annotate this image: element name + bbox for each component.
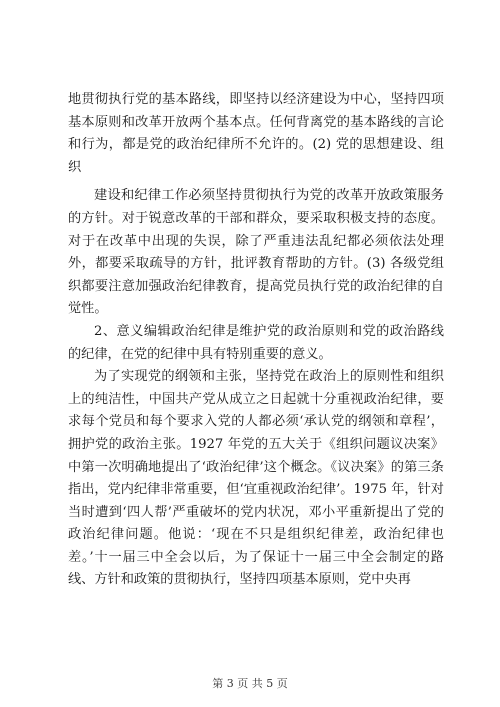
- body-text: [68, 89, 444, 592]
- paragraph-4: 为了实现党的纲领和主张，坚持党在政治上的原则性和组织上的纯洁性，中国共产党从成立之日起就十分重视政治纪律，要求每个党员和每个要求入党的人都必须‘承认党的纲领和章程’，拥护党的政治主张。1927 年党的五大关于《组织问题议决案》中第一次明确地提出了‘政治纪律’这个概念。《议决案》的第三条指出，党内纪律非常重要，但‘宜重视政治纪律’。1975 年，针对当时遭到‘四人帮’严重破坏的党内状况，邓小平重新提出了党的政治纪律问题。他说：‘现在不只是组织纪律差，政治纪律也差。’十一届三中全会以后，为了保证十一届三中全会制定的路线、方针和政策的贯彻执行，坚持四项基本原则，党中央再: [68, 369, 444, 588]
- paragraph-3: 2、意义编辑政治纪律是维护党的政治原则和党的政治路线的纪律，在党的纪律中具有特别重要的意义。: [68, 323, 444, 362]
- paragraph-2: 建设和纪律工作必须坚持贯彻执行为党的改革开放政策服务的方针。对于锐意改革的干部和群众，要采取积极支持的态度。对于在改革中出现的失误，除了严重违法乱纪都必须依法处理外，都要采取疏导的方针，批评教育帮助的方针。(3) 各级党组织都要注意加强政治纪律教育，提高党员执行党的政治纪律的自觉性。: [68, 188, 444, 317]
- page-footer: 第 3 页 共 5 页: [212, 677, 288, 690]
- paragraph-1: 地贯彻执行党的基本路线，即坚持以经济建设为中心，坚持四项基本原则和改革开放两个基本点。任何背离党的基本路线的言论和行为，都是党的政治纪律所不允许的。(2) 党的思想建设、组织: [68, 92, 444, 175]
